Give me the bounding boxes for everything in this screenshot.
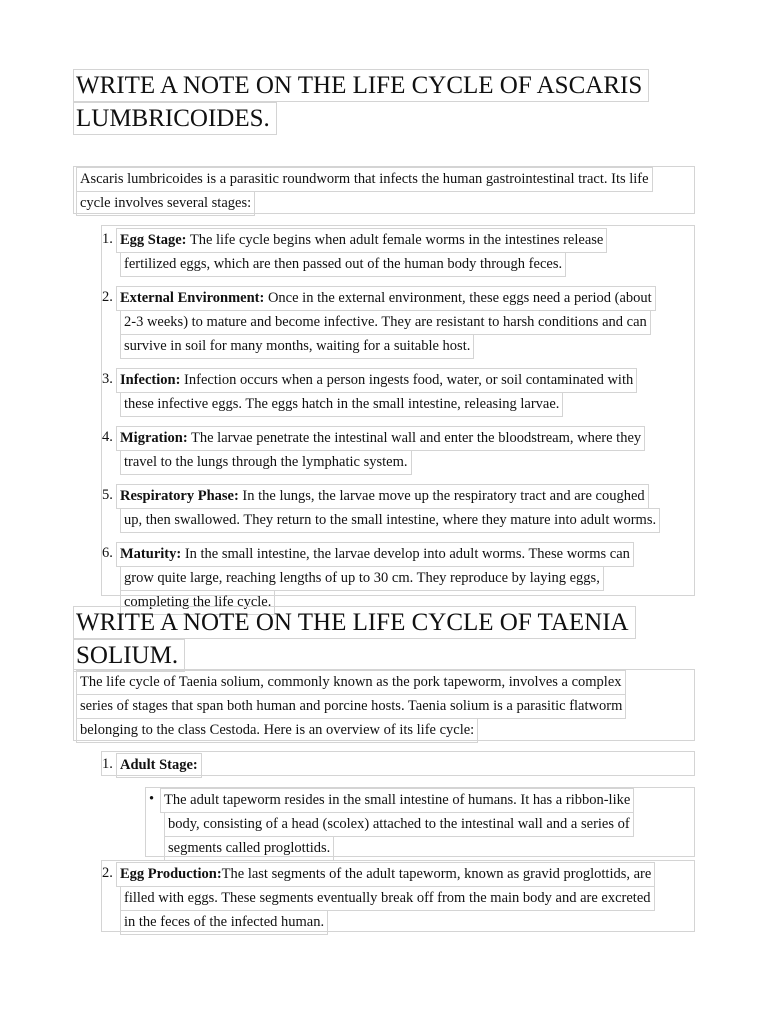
list-item xyxy=(102,542,694,615)
item-title: Migration: xyxy=(120,430,188,446)
item-line: up, then swallowed. They return to the small intestine, where they mature into adult worms. xyxy=(120,508,660,533)
item-line: in the feces of the infected human. xyxy=(120,910,328,935)
intro-line: cycle involves several stages: xyxy=(76,191,255,216)
taenia-heading xyxy=(73,606,636,672)
item-number: 1. xyxy=(102,756,113,772)
item-title: Infection: xyxy=(120,372,181,388)
intro-line: belonging to the class Cestoda. Here is an overview of its life cycle: xyxy=(76,718,478,743)
item-line: 2-3 weeks) to mature and become infective. They are resistant to harsh conditions and can xyxy=(120,310,651,335)
item-number: 6. xyxy=(102,545,113,561)
item-title: External Environment: xyxy=(120,290,265,306)
list-item xyxy=(102,426,694,475)
item-line: completing the life cycle. xyxy=(120,590,275,615)
bullet-marker: • xyxy=(149,791,155,807)
item-text: The life cycle begins when adult female worms in the intestines release xyxy=(186,232,604,248)
heading-line: WRITE A NOTE ON THE LIFE CYCLE OF ASCARIS xyxy=(73,69,649,102)
item-line: grow quite large, reaching lengths of up to 30 cm. They reproduce by laying eggs, xyxy=(120,566,604,591)
ascaris-heading xyxy=(73,69,649,135)
heading-line: LUMBRICOIDES. xyxy=(73,102,277,135)
bullet-line: body, consisting of a head (scolex) attached to the intestinal wall and a series of xyxy=(164,812,634,837)
item-text: In the small intestine, the larvae develop into adult worms. These worms can xyxy=(181,546,630,562)
item-line: filled with eggs. These segments eventually break off from the main body and are excreted xyxy=(120,886,655,911)
list-item xyxy=(102,862,694,935)
item-number: 3. xyxy=(102,371,113,387)
item-line xyxy=(116,426,645,451)
taenia-stage-list-2 xyxy=(101,860,695,932)
item-line xyxy=(116,228,607,253)
heading-line: WRITE A NOTE ON THE LIFE CYCLE OF TAENIA xyxy=(73,606,636,639)
list-item xyxy=(102,753,694,778)
item-title: Egg Stage: xyxy=(120,232,187,248)
taenia-intro xyxy=(73,669,695,741)
item-title: Maturity: xyxy=(120,546,182,562)
list-item xyxy=(102,368,694,417)
intro-line: The life cycle of Taenia solium, commonly known as the pork tapeworm, involves a complex xyxy=(76,670,626,695)
item-number: 1. xyxy=(102,231,113,247)
list-item xyxy=(102,228,694,277)
taenia-stage-list-1 xyxy=(101,751,695,776)
ascaris-intro xyxy=(73,166,695,214)
item-line xyxy=(116,862,655,887)
item-number: 2. xyxy=(102,865,113,881)
item-text: In the lungs, the larvae move up the respiratory tract and are coughed xyxy=(238,488,645,504)
item-line: travel to the lungs through the lymphatic system. xyxy=(120,450,412,475)
item-title: Respiratory Phase: xyxy=(120,488,239,504)
item-line xyxy=(116,542,634,567)
bullet-line: The adult tapeworm resides in the small intestine of humans. It has a ribbon-like xyxy=(160,788,634,813)
item-number: 5. xyxy=(102,487,113,503)
ascaris-stage-list xyxy=(101,225,695,610)
intro-line: Ascaris lumbricoides is a parasitic roundworm that infects the human gastrointestinal tract. Its life xyxy=(76,167,653,192)
item-line: fertilized eggs, which are then passed out of the human body through feces. xyxy=(120,252,566,277)
item-text: The last segments of the adult tapeworm, known as gravid proglottids, are xyxy=(221,866,652,882)
adult-stage-bullets xyxy=(145,787,695,857)
item-line: survive in soil for many months, waiting for a suitable host. xyxy=(120,334,474,359)
item-title: Adult Stage: xyxy=(120,757,198,773)
item-line: these infective eggs. The eggs hatch in the small intestine, releasing larvae. xyxy=(120,392,563,417)
item-number: 2. xyxy=(102,289,113,305)
item-number: 4. xyxy=(102,429,113,445)
list-item xyxy=(102,286,694,359)
heading-line: SOLIUM. xyxy=(73,639,185,672)
item-line xyxy=(116,368,637,393)
item-line xyxy=(116,484,649,509)
intro-line: series of stages that span both human and porcine hosts. Taenia solium is a parasitic flatworm xyxy=(76,694,626,719)
bullet-item xyxy=(146,788,694,861)
item-line xyxy=(116,286,656,311)
item-text: Once in the external environment, these eggs need a period (about xyxy=(264,290,652,306)
item-title: Egg Production: xyxy=(120,866,222,882)
item-text: The larvae penetrate the intestinal wall and enter the bloodstream, where they xyxy=(187,430,642,446)
item-text: Infection occurs when a person ingests food, water, or soil contaminated with xyxy=(180,372,634,388)
item-line xyxy=(116,753,202,778)
bullet-line: segments called proglottids. xyxy=(164,836,334,861)
list-item xyxy=(102,484,694,533)
